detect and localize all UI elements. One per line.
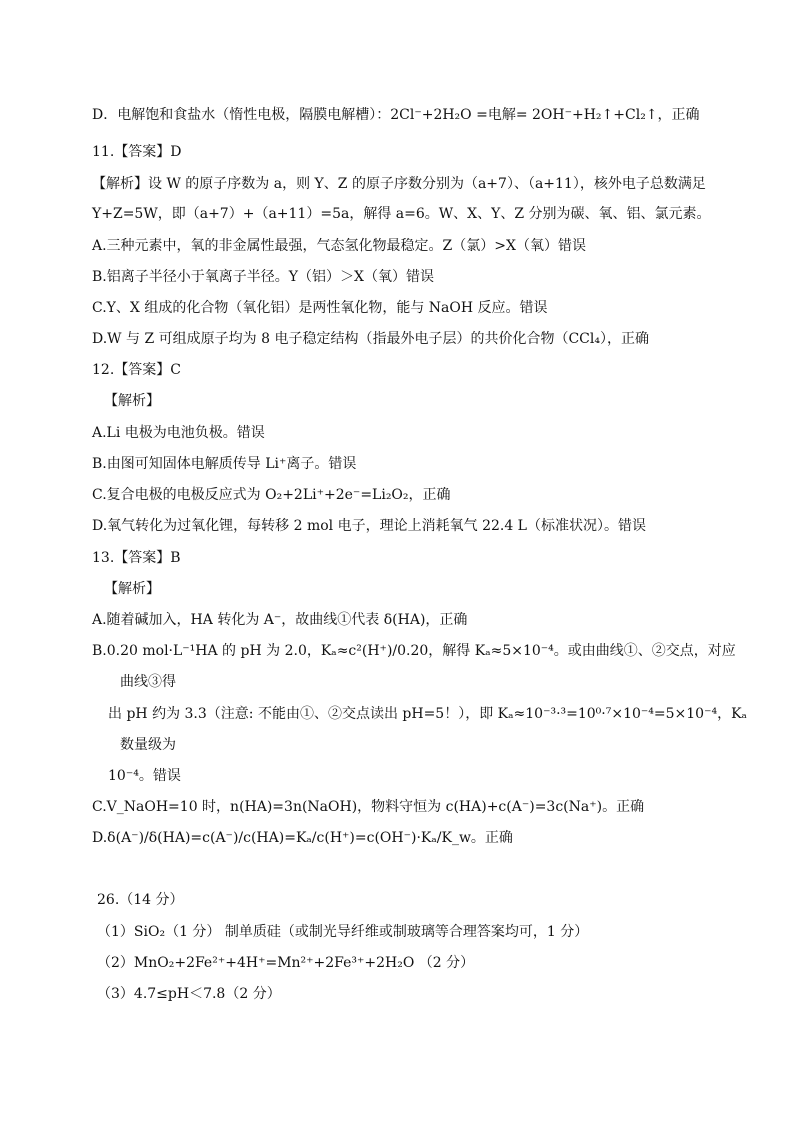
line-q26-part1: （1）SiO₂（1 分） 制单质硅（或制光导纤维或制玻璃等合理答案均可，1 分） (97, 924, 589, 940)
line-q11-option-d: D.W 与 Z 可组成原子均为 8 电子稳定结构（指最外电子层）的共价化合物（CCl₄），正确 (92, 331, 649, 347)
line-q13-option-d: D.δ(A⁻)/δ(HA)=c(A⁻)/c(HA)=Kₐ/c(H⁺)=c(OH⁻)·Kₐ/K_w。正确 (92, 830, 513, 846)
line-q26-part3: （3）4.7≤pH＜7.8（2 分） (97, 986, 281, 1002)
line-q11-option-b: B.铝离子半径小于氧离子半径。Y（铝）＞X（氧）错误 (92, 269, 434, 285)
line-q12-option-a: A.Li 电极为电池负极。错误 (92, 425, 265, 441)
line-q11-analysis-1: 【解析】设 W 的原子序数为 a，则 Y、Z 的原子序数分别为（a+7）、（a+11），核外电子总数满足 (92, 176, 706, 192)
line-q13-option-b-3: 出 pH 约为 3.3（注意: 不能由①、②交点读出 pH=5！），即 Kₐ≈10⁻³·³=10⁰·⁷×10⁻⁴=5×10⁻⁴，Kₐ (108, 706, 747, 722)
line-q12-option-d: D.氧气转化为过氧化锂，每转移 2 mol 电子，理论上消耗氧气 22.4 L（标准状况）。错误 (92, 518, 646, 534)
line-q13-option-b-1: B.0.20 mol·L⁻¹HA 的 pH 为 2.0，Kₐ≈c²(H⁺)/0.20，解得 Kₐ≈5×10⁻⁴。或由曲线①、②交点，对应 (92, 643, 736, 659)
line-q12-option-b: B.由图可知固体电解质传导 Li⁺离子。错误 (92, 456, 357, 472)
line-q13-option-a: A.随着碱加入，HA 转化为 A⁻，故曲线①代表 δ(HA)，正确 (92, 612, 468, 628)
line-q13-option-b-4: 数量级为 (120, 737, 176, 753)
line-q13-option-b-2: 曲线③得 (120, 674, 176, 690)
line-q26-part2: （2）MnO₂+2Fe²⁺+4H⁺=Mn²⁺+2Fe³⁺+2H₂O （2 分） (97, 955, 475, 971)
line-q11-analysis-2: Y+Z=5W，即（a+7）+（a+11）=5a，解得 a=6。W、X、Y、Z 分别为碳、氧、铝、氯元素。 (92, 206, 711, 222)
line-q11-option-c: C.Y、X 组成的化合物（氧化铝）是两性氧化物，能与 NaOH 反应。错误 (92, 300, 548, 316)
line-q12-analysis-label: 【解析】 (104, 393, 160, 409)
line-q13-analysis-label: 【解析】 (104, 581, 160, 597)
line-q13-option-b-5: 10⁻⁴。错误 (108, 768, 181, 784)
line-d10: D．电解饱和食盐水（惰性电极，隔膜电解槽）：2Cl⁻+2H₂O =电解= 2OH⁻+H₂↑+Cl₂↑，正确 (92, 107, 700, 123)
line-q26-header: 26.（14 分） (97, 892, 184, 908)
line-q11-answer: 11.【答案】D (92, 144, 182, 160)
line-q12-answer: 12.【答案】C (92, 362, 181, 378)
line-q12-option-c: C.复合电极的电极反应式为 O₂+2Li⁺+2e⁻=Li₂O₂，正确 (92, 487, 451, 503)
line-q13-option-c: C.V_NaOH=10 时，n(HA)=3n(NaOH)，物料守恒为 c(HA)+c(A⁻)=3c(Na⁺)。正确 (92, 799, 645, 815)
line-q13-answer: 13.【答案】B (92, 550, 181, 566)
line-q11-option-a: A.三种元素中，氧的非金属性最强，气态氢化物最稳定。Z（氯）>X（氧）错误 (92, 238, 586, 254)
